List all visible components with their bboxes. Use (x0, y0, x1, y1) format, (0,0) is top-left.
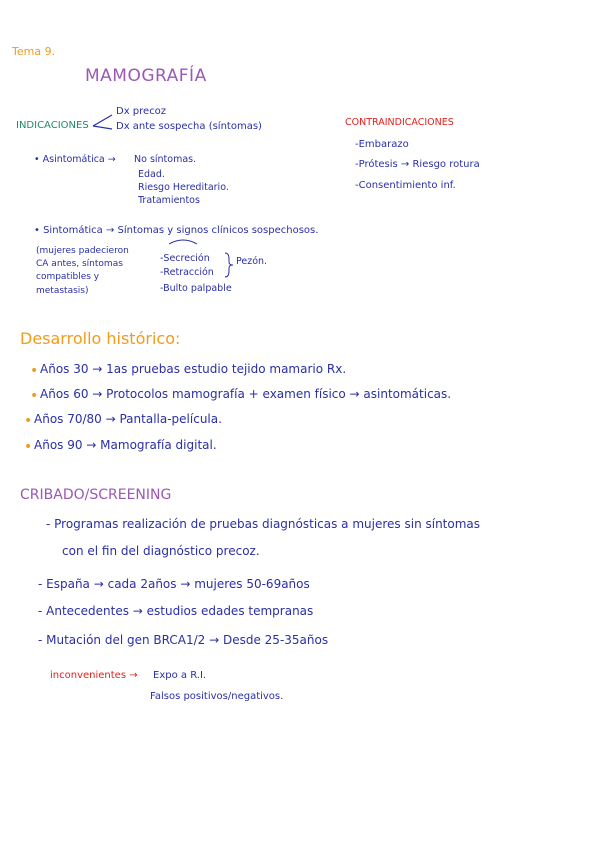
cribado-definition: - Programas realización de pruebas diagnósticas a mujeres sin síntomas (46, 517, 481, 531)
desarrollo-item: Años 60 → Protocolos mamografía + examen físico → asintomáticas. (40, 387, 452, 401)
desarrollo-item: Años 70/80 → Pantalla-película. (34, 412, 222, 426)
page-title: MAMOGRAFÍA (85, 66, 207, 86)
contraindicacion-item: -Prótesis → Riesgo rotura (355, 159, 480, 170)
inconveniente-item: Falsos positivos/negativos. (150, 691, 284, 702)
inconvenientes-label: inconvenientes → (50, 670, 138, 681)
sintomatica-label: • Sintomática → Síntomas y signos clínicos sospechosos. (34, 225, 319, 236)
sintomatica-item: -Bulto palpable (160, 283, 232, 294)
branch-arrow-icon (92, 110, 114, 134)
underline-bracket-icon (168, 238, 198, 246)
asintomatica-label: • Asintomática → (34, 154, 116, 165)
cribado-item: - España → cada 2años → mujeres 50-69años (38, 577, 310, 591)
asintomatica-item: Edad. (138, 169, 165, 180)
contraindicacion-item: -Embarazo (355, 139, 409, 150)
sintomatica-note: compatibles y (36, 272, 100, 282)
asintomatica-item: No síntomas. (134, 154, 197, 165)
desarrollo-heading: Desarrollo histórico: (20, 329, 181, 348)
cribado-heading: CRIBADO/SCREENING (20, 487, 172, 503)
cribado-item: - Mutación del gen BRCA1/2 → Desde 25-35años (38, 633, 329, 647)
bullet-icon: • (30, 388, 39, 404)
topic-number: Tema 9. (12, 45, 56, 58)
indicaciones-label: INDICACIONES (16, 120, 89, 131)
indicacion-item: Dx ante sospecha (síntomas) (116, 121, 262, 132)
cribado-item: - Antecedentes → estudios edades tempranas (38, 604, 314, 618)
bullet-icon: • (30, 363, 39, 379)
asintomatica-item: Tratamientos (138, 195, 200, 206)
bullet-icon: • (24, 439, 33, 455)
asintomatica-item: Riesgo Hereditario. (138, 182, 229, 193)
desarrollo-item: Años 90 → Mamografía digital. (34, 438, 217, 452)
bullet-icon: • (24, 413, 33, 429)
cribado-definition-cont: con el fin del diagnóstico precoz. (62, 544, 260, 558)
inconveniente-item: Expo a R.I. (153, 670, 207, 681)
contraindicaciones-label: CONTRAINDICACIONES (345, 117, 454, 128)
curly-brace-icon (222, 252, 236, 278)
sintomatica-item: -Secreción (160, 253, 210, 264)
desarrollo-item: Años 30 → 1as pruebas estudio tejido mamario Rx. (40, 362, 347, 376)
indicacion-item: Dx precoz (116, 106, 167, 117)
sintomatica-item: -Retracción (160, 267, 214, 278)
bracket-label: Pezón. (236, 256, 268, 267)
sintomatica-note: metastasis) (36, 286, 89, 296)
contraindicacion-item: -Consentimiento inf. (355, 180, 456, 191)
sintomatica-note: CA antes, síntomas (36, 259, 123, 269)
sintomatica-note: (mujeres padecieron (36, 246, 129, 256)
